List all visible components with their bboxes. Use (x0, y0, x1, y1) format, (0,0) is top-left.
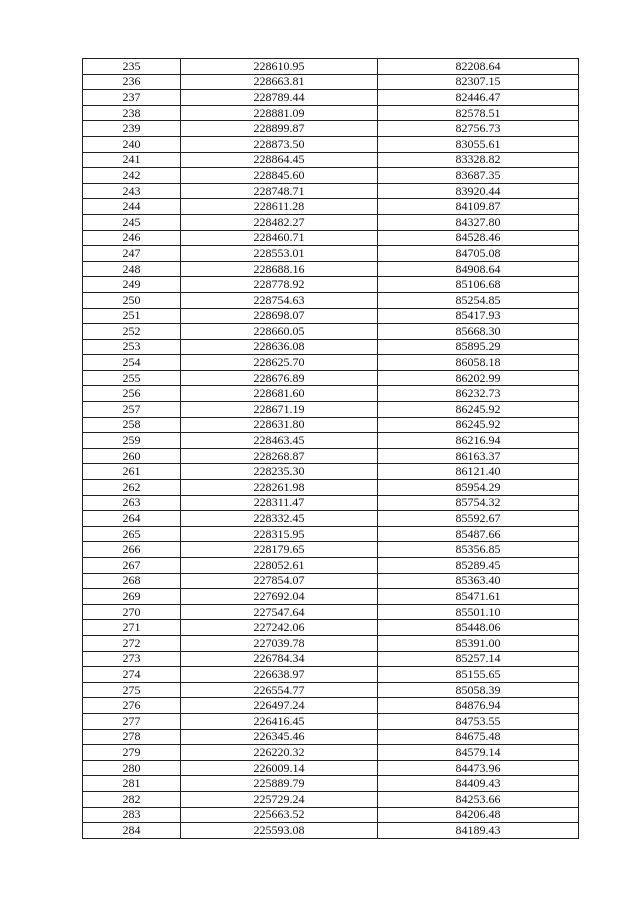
point-number-cell: 261 (83, 464, 181, 480)
table-row (83, 448, 579, 464)
y-coordinate-cell: 84579.14 (378, 745, 579, 761)
point-number-cell: 264 (83, 511, 181, 527)
x-coordinate-cell: 226345.46 (181, 729, 378, 745)
y-coordinate-cell: 85058.39 (378, 682, 579, 698)
point-number-cell: 260 (83, 448, 181, 464)
x-coordinate-cell: 228671.19 (181, 402, 378, 418)
y-coordinate-cell: 82578.51 (378, 105, 579, 121)
point-number-cell: 278 (83, 729, 181, 745)
point-number-cell: 275 (83, 682, 181, 698)
table-row (83, 121, 579, 137)
point-number-cell: 235 (83, 59, 181, 75)
table-row (83, 635, 579, 651)
point-number-cell: 282 (83, 791, 181, 807)
point-number-cell: 284 (83, 823, 181, 839)
point-number-cell: 250 (83, 292, 181, 308)
x-coordinate-cell: 228778.92 (181, 277, 378, 293)
y-coordinate-cell: 86121.40 (378, 464, 579, 480)
point-number-cell: 247 (83, 246, 181, 262)
y-coordinate-cell: 83687.35 (378, 168, 579, 184)
table-row (83, 807, 579, 823)
x-coordinate-cell: 225663.52 (181, 807, 378, 823)
point-number-cell: 249 (83, 277, 181, 293)
x-coordinate-cell: 227854.07 (181, 573, 378, 589)
table-row (83, 261, 579, 277)
point-number-cell: 246 (83, 230, 181, 246)
table-row (83, 246, 579, 262)
x-coordinate-cell: 228315.95 (181, 526, 378, 542)
x-coordinate-cell: 228482.27 (181, 214, 378, 230)
x-coordinate-cell: 228698.07 (181, 308, 378, 324)
x-coordinate-cell: 228631.80 (181, 417, 378, 433)
table-row (83, 277, 579, 293)
coordinate-table-body (83, 59, 579, 839)
point-number-cell: 254 (83, 355, 181, 371)
x-coordinate-cell: 228676.89 (181, 370, 378, 386)
y-coordinate-cell: 85501.10 (378, 604, 579, 620)
y-coordinate-cell: 84705.08 (378, 246, 579, 262)
table-row (83, 199, 579, 215)
point-number-cell: 283 (83, 807, 181, 823)
x-coordinate-cell: 228179.65 (181, 542, 378, 558)
x-coordinate-cell: 228636.08 (181, 339, 378, 355)
point-number-cell: 257 (83, 402, 181, 418)
y-coordinate-cell: 84206.48 (378, 807, 579, 823)
table-row (83, 417, 579, 433)
table-row (83, 402, 579, 418)
point-number-cell: 251 (83, 308, 181, 324)
point-number-cell: 236 (83, 74, 181, 90)
x-coordinate-cell: 227692.04 (181, 589, 378, 605)
table-row (83, 168, 579, 184)
y-coordinate-cell: 82446.47 (378, 90, 579, 106)
y-coordinate-cell: 85895.29 (378, 339, 579, 355)
point-number-cell: 273 (83, 651, 181, 667)
x-coordinate-cell: 228899.87 (181, 121, 378, 137)
table-row (83, 136, 579, 152)
point-number-cell: 279 (83, 745, 181, 761)
table-row (83, 698, 579, 714)
table-row (83, 386, 579, 402)
y-coordinate-cell: 84327.80 (378, 214, 579, 230)
y-coordinate-cell: 85356.85 (378, 542, 579, 558)
point-number-cell: 240 (83, 136, 181, 152)
point-number-cell: 258 (83, 417, 181, 433)
y-coordinate-cell: 82756.73 (378, 121, 579, 137)
y-coordinate-cell: 85668.30 (378, 324, 579, 340)
point-number-cell: 263 (83, 495, 181, 511)
x-coordinate-cell: 226220.32 (181, 745, 378, 761)
x-coordinate-cell: 228332.45 (181, 511, 378, 527)
y-coordinate-cell: 85254.85 (378, 292, 579, 308)
table-row (83, 183, 579, 199)
table-row (83, 713, 579, 729)
point-number-cell: 241 (83, 152, 181, 168)
point-number-cell: 252 (83, 324, 181, 340)
y-coordinate-cell: 84253.66 (378, 791, 579, 807)
table-row (83, 370, 579, 386)
table-row (83, 230, 579, 246)
x-coordinate-cell: 228864.45 (181, 152, 378, 168)
x-coordinate-cell: 226784.34 (181, 651, 378, 667)
y-coordinate-cell: 84109.87 (378, 199, 579, 215)
point-number-cell: 280 (83, 760, 181, 776)
x-coordinate-cell: 228748.71 (181, 183, 378, 199)
x-coordinate-cell: 226497.24 (181, 698, 378, 714)
y-coordinate-cell: 84908.64 (378, 261, 579, 277)
table-row (83, 745, 579, 761)
point-number-cell: 266 (83, 542, 181, 558)
table-row (83, 620, 579, 636)
y-coordinate-cell: 83328.82 (378, 152, 579, 168)
point-number-cell: 242 (83, 168, 181, 184)
table-row (83, 542, 579, 558)
y-coordinate-cell: 85257.14 (378, 651, 579, 667)
point-number-cell: 274 (83, 667, 181, 683)
y-coordinate-cell: 86058.18 (378, 355, 579, 371)
x-coordinate-cell: 228052.61 (181, 558, 378, 574)
table-row (83, 292, 579, 308)
y-coordinate-cell: 86216.94 (378, 433, 579, 449)
table-row (83, 760, 579, 776)
x-coordinate-cell: 228625.70 (181, 355, 378, 371)
table-row (83, 511, 579, 527)
x-coordinate-cell: 228611.28 (181, 199, 378, 215)
table-row (83, 604, 579, 620)
table-row (83, 558, 579, 574)
x-coordinate-cell: 227039.78 (181, 635, 378, 651)
table-row (83, 74, 579, 90)
x-coordinate-cell: 228261.98 (181, 480, 378, 496)
x-coordinate-cell: 227547.64 (181, 604, 378, 620)
table-row (83, 651, 579, 667)
y-coordinate-cell: 84753.55 (378, 713, 579, 729)
x-coordinate-cell: 228268.87 (181, 448, 378, 464)
point-number-cell: 271 (83, 620, 181, 636)
point-number-cell: 272 (83, 635, 181, 651)
y-coordinate-cell: 84876.94 (378, 698, 579, 714)
table-row (83, 339, 579, 355)
point-number-cell: 237 (83, 90, 181, 106)
y-coordinate-cell: 85754.32 (378, 495, 579, 511)
table-row (83, 59, 579, 75)
x-coordinate-cell: 228311.47 (181, 495, 378, 511)
table-row (83, 152, 579, 168)
x-coordinate-cell: 228754.63 (181, 292, 378, 308)
table-row (83, 355, 579, 371)
table-row (83, 308, 579, 324)
table-row (83, 464, 579, 480)
x-coordinate-cell: 228789.44 (181, 90, 378, 106)
point-number-cell: 245 (83, 214, 181, 230)
point-number-cell: 259 (83, 433, 181, 449)
table-row (83, 526, 579, 542)
table-row (83, 589, 579, 605)
y-coordinate-cell: 84473.96 (378, 760, 579, 776)
x-coordinate-cell: 228610.95 (181, 59, 378, 75)
x-coordinate-cell: 228235.30 (181, 464, 378, 480)
point-number-cell: 238 (83, 105, 181, 121)
point-number-cell: 239 (83, 121, 181, 137)
point-number-cell: 248 (83, 261, 181, 277)
point-number-cell: 243 (83, 183, 181, 199)
x-coordinate-cell: 228688.16 (181, 261, 378, 277)
x-coordinate-cell: 226638.97 (181, 667, 378, 683)
coordinate-table (82, 58, 579, 839)
table-row (83, 324, 579, 340)
y-coordinate-cell: 86202.99 (378, 370, 579, 386)
x-coordinate-cell: 228553.01 (181, 246, 378, 262)
y-coordinate-cell: 84409.43 (378, 776, 579, 792)
y-coordinate-cell: 82208.64 (378, 59, 579, 75)
y-coordinate-cell: 85391.00 (378, 635, 579, 651)
x-coordinate-cell: 228873.50 (181, 136, 378, 152)
point-number-cell: 276 (83, 698, 181, 714)
point-number-cell: 256 (83, 386, 181, 402)
table-row (83, 573, 579, 589)
x-coordinate-cell: 228681.60 (181, 386, 378, 402)
y-coordinate-cell: 83920.44 (378, 183, 579, 199)
point-number-cell: 255 (83, 370, 181, 386)
table-row (83, 791, 579, 807)
y-coordinate-cell: 84528.46 (378, 230, 579, 246)
point-number-cell: 244 (83, 199, 181, 215)
point-number-cell: 277 (83, 713, 181, 729)
table-row (83, 495, 579, 511)
x-coordinate-cell: 226554.77 (181, 682, 378, 698)
table-row (83, 776, 579, 792)
table-row (83, 480, 579, 496)
x-coordinate-cell: 225889.79 (181, 776, 378, 792)
point-number-cell: 265 (83, 526, 181, 542)
x-coordinate-cell: 226416.45 (181, 713, 378, 729)
x-coordinate-cell: 226009.14 (181, 760, 378, 776)
y-coordinate-cell: 86245.92 (378, 417, 579, 433)
y-coordinate-cell: 86232.73 (378, 386, 579, 402)
table-row (83, 214, 579, 230)
x-coordinate-cell: 228881.09 (181, 105, 378, 121)
point-number-cell: 269 (83, 589, 181, 605)
x-coordinate-cell: 228663.81 (181, 74, 378, 90)
point-number-cell: 262 (83, 480, 181, 496)
x-coordinate-cell: 228460.71 (181, 230, 378, 246)
y-coordinate-cell: 85155.65 (378, 667, 579, 683)
point-number-cell: 270 (83, 604, 181, 620)
y-coordinate-cell: 83055.61 (378, 136, 579, 152)
y-coordinate-cell: 85289.45 (378, 558, 579, 574)
point-number-cell: 268 (83, 573, 181, 589)
x-coordinate-cell: 228463.45 (181, 433, 378, 449)
y-coordinate-cell: 85592.67 (378, 511, 579, 527)
y-coordinate-cell: 85363.40 (378, 573, 579, 589)
y-coordinate-cell: 85954.29 (378, 480, 579, 496)
y-coordinate-cell: 86245.92 (378, 402, 579, 418)
y-coordinate-cell: 85106.68 (378, 277, 579, 293)
y-coordinate-cell: 85471.61 (378, 589, 579, 605)
x-coordinate-cell: 225593.08 (181, 823, 378, 839)
point-number-cell: 253 (83, 339, 181, 355)
y-coordinate-cell: 84675.48 (378, 729, 579, 745)
x-coordinate-cell: 228660.05 (181, 324, 378, 340)
x-coordinate-cell: 225729.24 (181, 791, 378, 807)
table-row (83, 105, 579, 121)
table-row (83, 682, 579, 698)
y-coordinate-cell: 86163.37 (378, 448, 579, 464)
y-coordinate-cell: 84189.43 (378, 823, 579, 839)
y-coordinate-cell: 85448.06 (378, 620, 579, 636)
point-number-cell: 281 (83, 776, 181, 792)
y-coordinate-cell: 82307.15 (378, 74, 579, 90)
point-number-cell: 267 (83, 558, 181, 574)
table-row (83, 729, 579, 745)
table-row (83, 433, 579, 449)
x-coordinate-cell: 228845.60 (181, 168, 378, 184)
table-row (83, 823, 579, 839)
y-coordinate-cell: 85487.66 (378, 526, 579, 542)
table-row (83, 90, 579, 106)
x-coordinate-cell: 227242.06 (181, 620, 378, 636)
y-coordinate-cell: 85417.93 (378, 308, 579, 324)
table-row (83, 667, 579, 683)
